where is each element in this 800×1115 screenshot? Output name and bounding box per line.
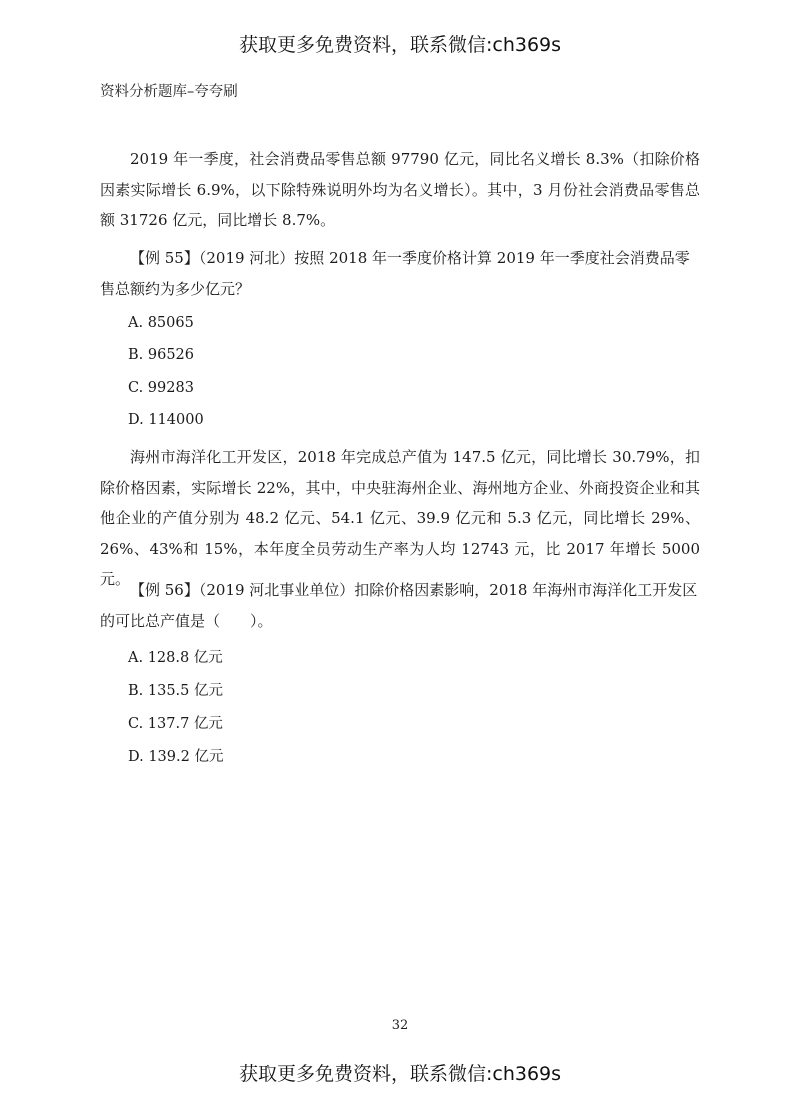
running-header: 资料分析题库–夸夸刷 [100,84,238,100]
q56-option-d: D. 139.2 亿元 [128,749,224,765]
q56-option-b: B. 135.5 亿元 [128,683,223,699]
q55-option-a: A. 85065 [128,315,194,331]
passage-2: 海州市海洋化工开发区，2018 年完成总产值为 147.5 亿元，同比增长 30.79%，扣除价格因素，实际增长 22%，其中，中央驻海州企业、海州地方企业、外商投资企业和其他企业的产值分别为 48.2 亿元、54.1 亿元、39.9 亿元和 5.3 亿元，同比增长 29%、26%、43%和 15%，本年度全员劳动生产率为人均 12743 元，比 2017 年增长 5000 元。 [100,448,700,588]
question-55: 【例 55】（2019 河北）按照 2018 年一季度价格计算 2019 年一季度社会消费品零售总额约为多少亿元？ [100,249,690,298]
q55-option-d: D. 114000 [128,412,204,428]
bottom-banner: 获取更多免费资料，联系微信:ch369s [238,1063,562,1085]
q55-option-c: C. 99283 [128,380,194,396]
question-56: 【例 56】（2019 河北事业单位）扣除价格因素影响，2018 年海州市海洋化工开发区的可比总产值是（ ）。 [100,581,698,630]
q55-option-b: B. 96526 [128,347,195,363]
top-banner: 获取更多免费资料，联系微信:ch369s [238,34,562,56]
q56-option-a: A. 128.8 亿元 [128,650,223,666]
page-number: 32 [391,1018,409,1033]
q56-option-c: C. 137.7 亿元 [128,716,223,732]
passage-1: 2019 年一季度，社会消费品零售总额 97790 亿元，同比名义增长 8.3%（扣除价格因素实际增长 6.9%，以下除特殊说明外均为名义增长）。其中，3 月份社会消费品零售总额 31726 亿元，同比增长 8.7%。 [100,150,700,229]
